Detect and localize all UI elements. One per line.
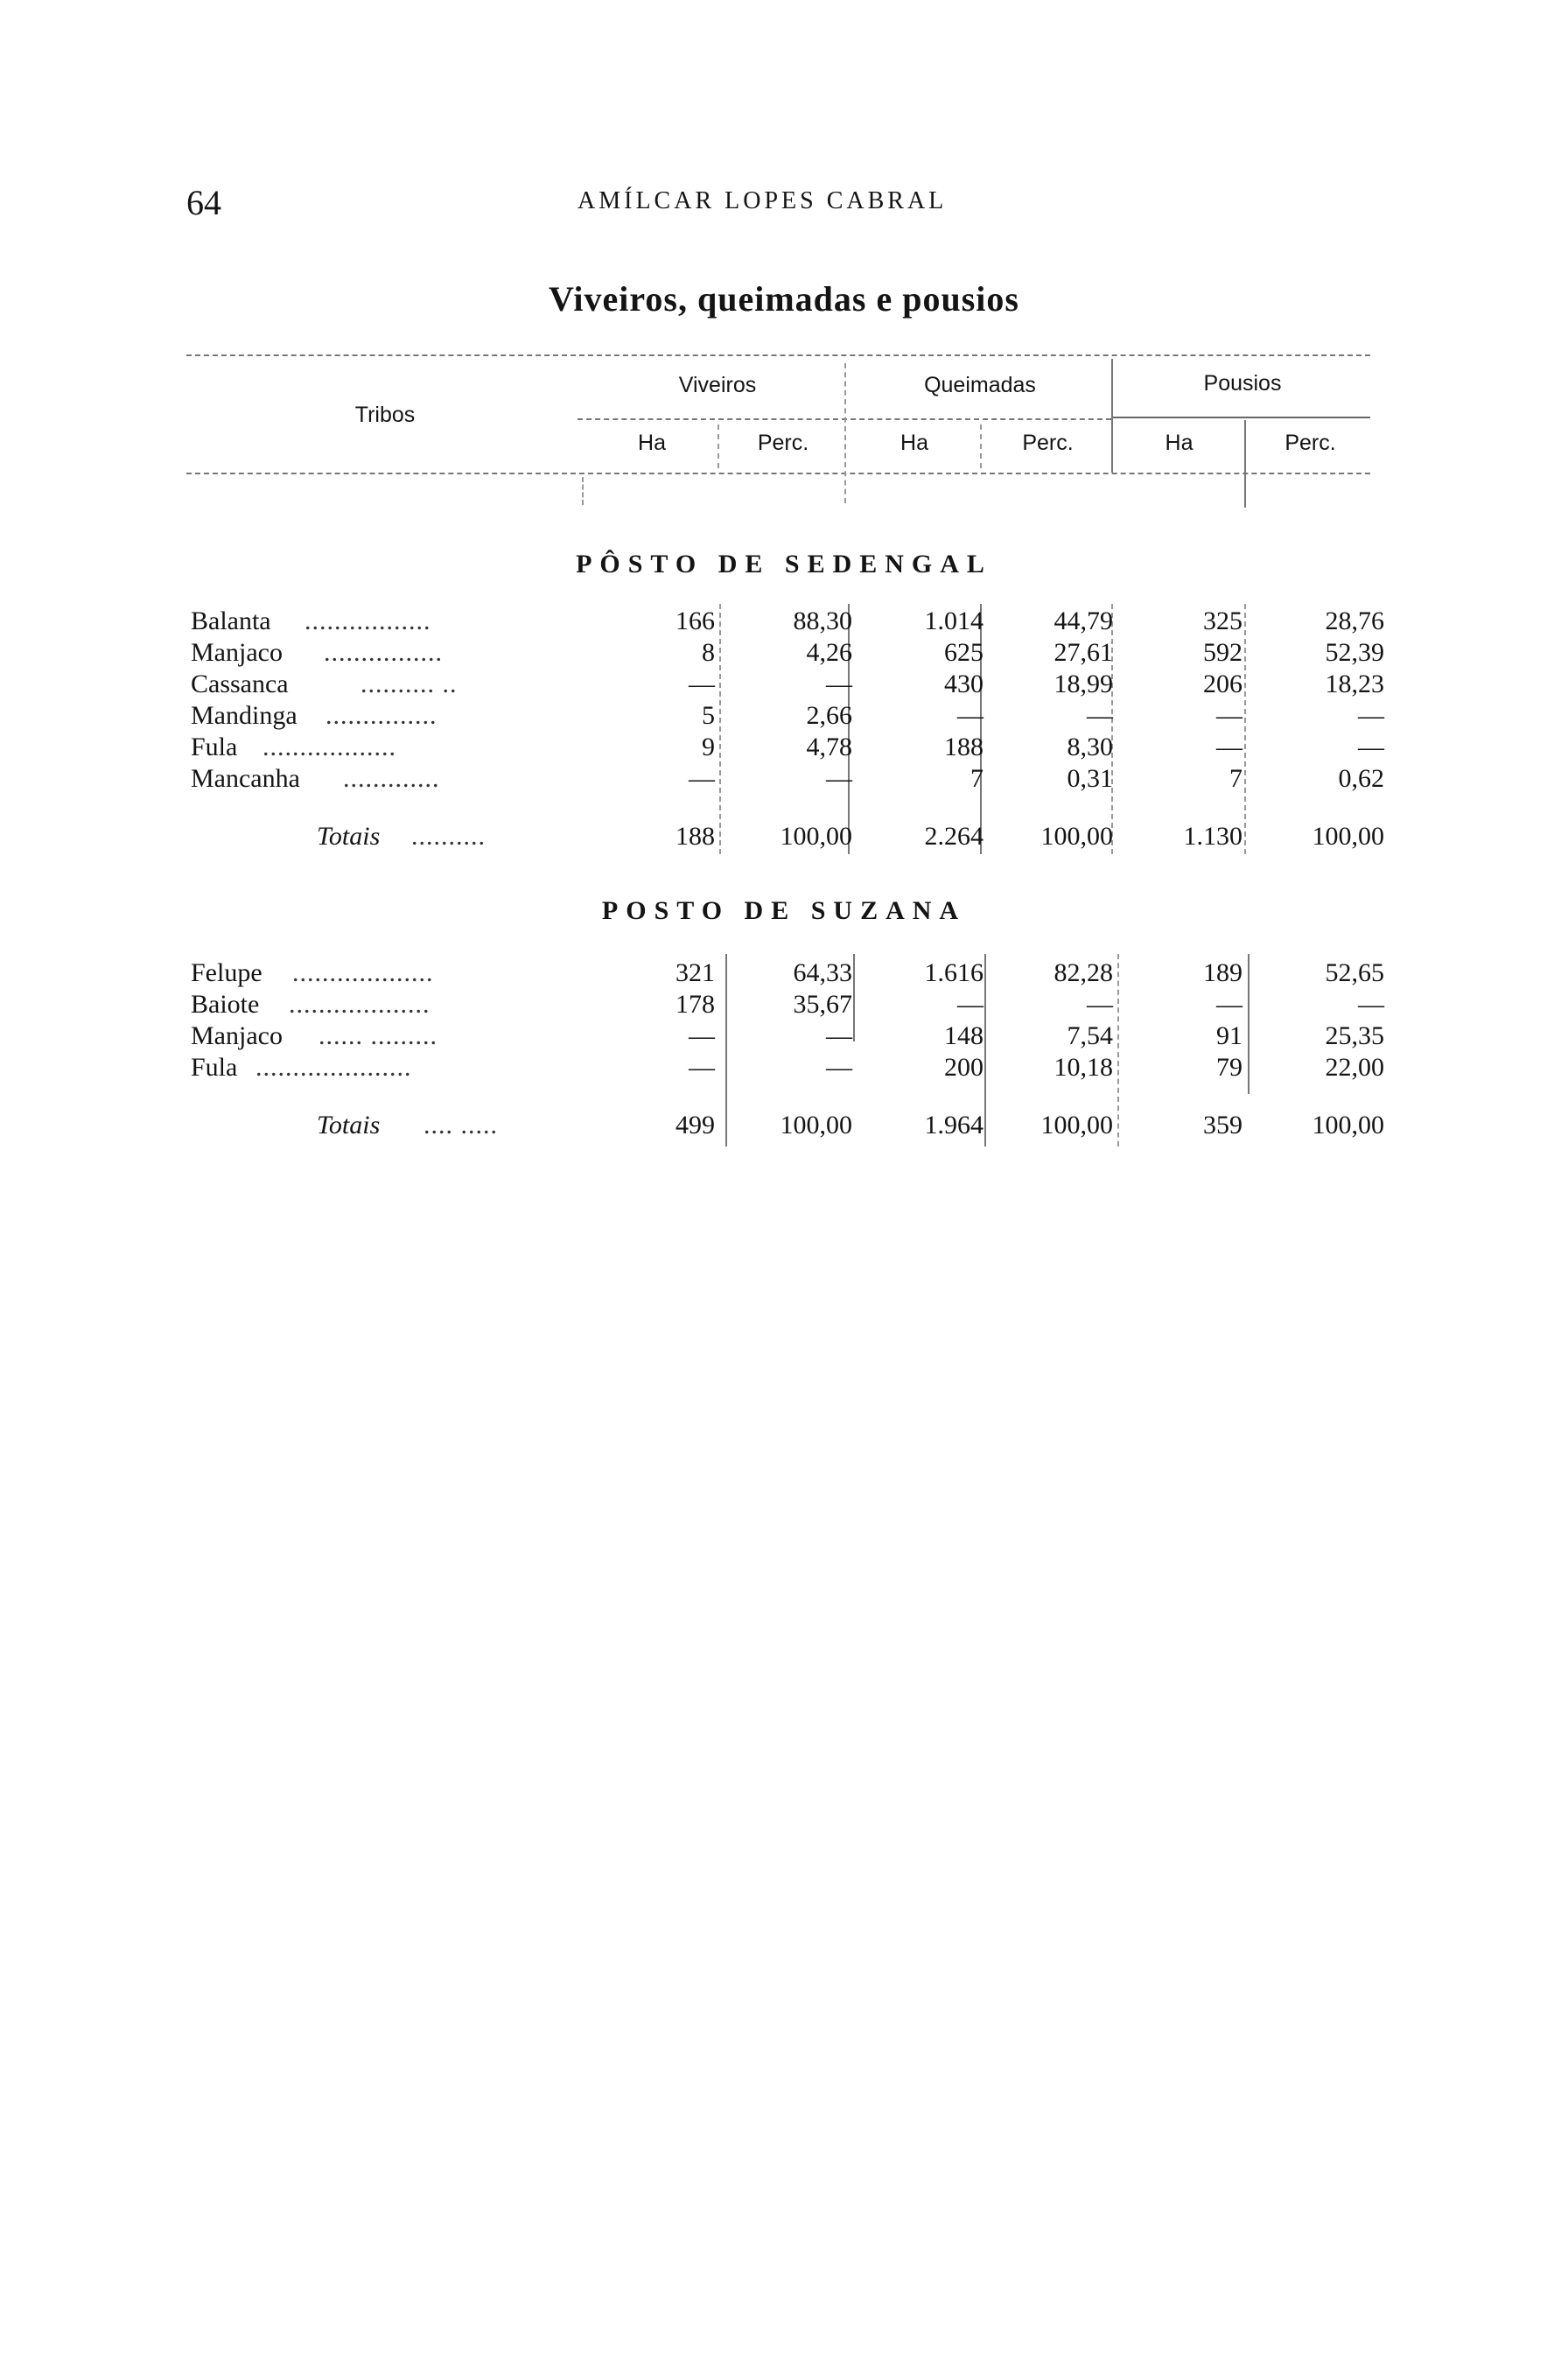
total-queimadas-perc: 100,00 — [1040, 822, 1113, 851]
cell-pousios-perc: 0,62 — [1338, 764, 1384, 793]
cell-queimadas-ha: 188 — [944, 733, 984, 761]
header-tribos: Tribos — [354, 403, 416, 427]
col-divider-pousios-sub — [1244, 420, 1246, 508]
cell-pousios-ha: 91 — [1216, 1021, 1242, 1050]
dot-leader: .......... — [411, 822, 486, 851]
cell-queimadas-perc: 18,99 — [1054, 670, 1113, 698]
tribe-name: Mancanha — [191, 764, 300, 793]
header-viveiros-perc: Perc. — [757, 431, 809, 455]
total-viveiros-perc: 100,00 — [780, 822, 852, 851]
cell-queimadas-perc: — — [1087, 701, 1113, 730]
tribe-name: Felupe — [191, 958, 262, 987]
table-row — [0, 763, 1568, 795]
col-divider-tribos — [582, 477, 584, 505]
cell-viveiros-perc: 35,67 — [793, 990, 852, 1019]
running-head: AMÍLCAR LOPES CABRAL — [578, 187, 948, 214]
cell-pousios-perc: 18,23 — [1325, 670, 1384, 698]
tribe-name: Balanta — [191, 607, 271, 635]
table-row — [0, 732, 1568, 763]
header-queimadas: Queimadas — [924, 373, 1036, 397]
header-bottom-rule — [186, 473, 1370, 474]
cell-queimadas-ha: — — [957, 701, 984, 730]
cell-viveiros-perc: 88,30 — [793, 607, 852, 635]
cell-queimadas-perc: 8,30 — [1067, 733, 1113, 761]
cell-pousios-perc: 22,00 — [1325, 1053, 1384, 1082]
cell-pousios-ha: 592 — [1203, 638, 1242, 667]
cell-pousios-ha: — — [1216, 990, 1242, 1019]
cell-viveiros-perc: 64,33 — [793, 958, 852, 987]
cell-pousios-perc: 52,65 — [1325, 958, 1384, 987]
cell-viveiros-perc: — — [826, 1053, 852, 1082]
header-top-rule — [186, 354, 1370, 356]
cell-viveiros-ha: 9 — [702, 733, 715, 761]
cell-viveiros-ha: — — [689, 670, 715, 698]
cell-pousios-perc: — — [1358, 701, 1384, 730]
cell-viveiros-ha: — — [689, 764, 715, 793]
dot-leader: .................. — [262, 733, 396, 761]
header-pousios-ha: Ha — [1165, 431, 1194, 455]
table-row — [0, 989, 1568, 1020]
section-heading-sedengal: PÔSTO DE SEDENGAL — [576, 550, 992, 578]
dot-leader: ................ — [324, 638, 443, 667]
totals-row — [0, 821, 1568, 852]
cell-viveiros-perc: — — [826, 764, 852, 793]
cell-pousios-ha: 206 — [1203, 670, 1242, 698]
header-queimadas-ha: Ha — [900, 431, 928, 455]
cell-queimadas-perc: 7,54 — [1067, 1021, 1113, 1050]
cell-pousios-ha: 189 — [1203, 958, 1242, 987]
cell-viveiros-perc: 4,78 — [806, 733, 852, 761]
cell-pousios-perc: — — [1358, 733, 1384, 761]
total-pousios-perc: 100,00 — [1312, 822, 1384, 851]
table-row — [0, 700, 1568, 732]
table-title: Viveiros, queimadas e pousios — [549, 279, 1019, 319]
total-viveiros-ha: 188 — [676, 822, 715, 851]
table-row — [0, 1052, 1568, 1083]
col-divider-viveiros-sub — [718, 424, 719, 468]
total-viveiros-ha: 499 — [676, 1111, 715, 1139]
total-queimadas-ha: 2.264 — [924, 822, 984, 851]
cell-queimadas-perc: 27,61 — [1054, 638, 1113, 667]
cell-viveiros-ha: — — [689, 1053, 715, 1082]
cell-queimadas-ha: 625 — [944, 638, 984, 667]
dot-leader: ..................... — [256, 1053, 412, 1082]
cell-viveiros-ha: 8 — [702, 638, 715, 667]
header-viveiros-ha: Ha — [638, 431, 666, 455]
cell-viveiros-perc: 2,66 — [806, 701, 852, 730]
cell-queimadas-ha: 200 — [944, 1053, 984, 1082]
dot-leader: ...... ......... — [318, 1021, 438, 1050]
cell-queimadas-ha: 1.014 — [924, 607, 984, 635]
cell-pousios-ha: — — [1216, 701, 1242, 730]
cell-pousios-ha: 325 — [1203, 607, 1242, 635]
dot-leader: .... ..... — [424, 1111, 498, 1139]
dot-leader: ............. — [343, 764, 440, 793]
header-pousios-perc: Perc. — [1284, 431, 1336, 455]
page-number: 64 — [186, 183, 221, 222]
tribe-name: Fula — [191, 733, 238, 761]
total-queimadas-ha: 1.964 — [924, 1111, 984, 1139]
tribe-name: Cassanca — [191, 670, 289, 698]
total-viveiros-perc: 100,00 — [780, 1111, 852, 1139]
tribe-name: Fula — [191, 1053, 238, 1082]
tribe-name: Mandinga — [191, 701, 298, 730]
cell-queimadas-ha: 430 — [944, 670, 984, 698]
totals-label: Totais — [317, 1111, 381, 1139]
cell-pousios-perc: — — [1358, 990, 1384, 1019]
cell-pousios-ha: — — [1216, 733, 1242, 761]
totals-label: Totais — [317, 822, 381, 851]
cell-queimadas-ha: 7 — [970, 764, 984, 793]
totals-row — [0, 1110, 1568, 1141]
total-pousios-perc: 100,00 — [1312, 1111, 1384, 1139]
cell-pousios-perc: 25,35 — [1325, 1021, 1384, 1050]
header-queimadas-perc: Perc. — [1022, 431, 1074, 455]
cell-pousios-perc: 52,39 — [1325, 638, 1384, 667]
cell-viveiros-ha: 178 — [676, 990, 715, 1019]
col-divider-viveiros-queimadas — [844, 363, 846, 503]
cell-queimadas-ha: 1.616 — [924, 958, 984, 987]
cell-viveiros-ha: — — [689, 1021, 715, 1050]
cell-queimadas-perc: 82,28 — [1054, 958, 1113, 987]
table-row — [0, 606, 1568, 637]
cell-queimadas-perc: 10,18 — [1054, 1053, 1113, 1082]
table-row — [0, 1020, 1568, 1052]
cell-queimadas-ha: — — [957, 990, 984, 1019]
cell-viveiros-ha: 321 — [676, 958, 715, 987]
cell-viveiros-ha: 5 — [702, 701, 715, 730]
header-viveiros: Viveiros — [678, 373, 757, 397]
cell-queimadas-perc: 0,31 — [1067, 764, 1113, 793]
dot-leader: ................... — [289, 990, 430, 1019]
col-divider-queimadas-pousios — [1111, 359, 1113, 473]
header-pousios: Pousios — [1203, 371, 1282, 396]
cell-viveiros-perc: — — [826, 1021, 852, 1050]
cell-viveiros-perc: 4,26 — [806, 638, 852, 667]
table-row — [0, 637, 1568, 669]
table-row — [0, 669, 1568, 700]
dot-leader: .......... .. — [360, 670, 458, 698]
cell-queimadas-ha: 148 — [944, 1021, 984, 1050]
dot-leader: ................... — [292, 958, 434, 987]
section-heading-suzana: POSTO DE SUZANA — [601, 896, 967, 925]
total-pousios-ha: 359 — [1203, 1111, 1242, 1139]
dot-leader: ............... — [326, 701, 438, 730]
cell-viveiros-ha: 166 — [676, 607, 715, 635]
cell-queimadas-perc: 44,79 — [1054, 607, 1113, 635]
tribe-name: Manjaco — [191, 1021, 283, 1050]
cell-pousios-ha: 7 — [1229, 764, 1242, 793]
total-pousios-ha: 1.130 — [1183, 822, 1242, 851]
col-divider-queimadas-sub — [980, 424, 982, 468]
cell-pousios-ha: 79 — [1216, 1053, 1242, 1082]
tribe-name: Baiote — [191, 990, 260, 1019]
cell-pousios-perc: 28,76 — [1325, 607, 1384, 635]
cell-queimadas-perc: — — [1087, 990, 1113, 1019]
header-mid-rule-pousios — [1111, 417, 1370, 418]
total-queimadas-perc: 100,00 — [1040, 1111, 1113, 1139]
table-row — [0, 957, 1568, 989]
tribe-name: Manjaco — [191, 638, 283, 667]
cell-viveiros-perc: — — [826, 670, 852, 698]
dot-leader: ................. — [304, 607, 431, 635]
